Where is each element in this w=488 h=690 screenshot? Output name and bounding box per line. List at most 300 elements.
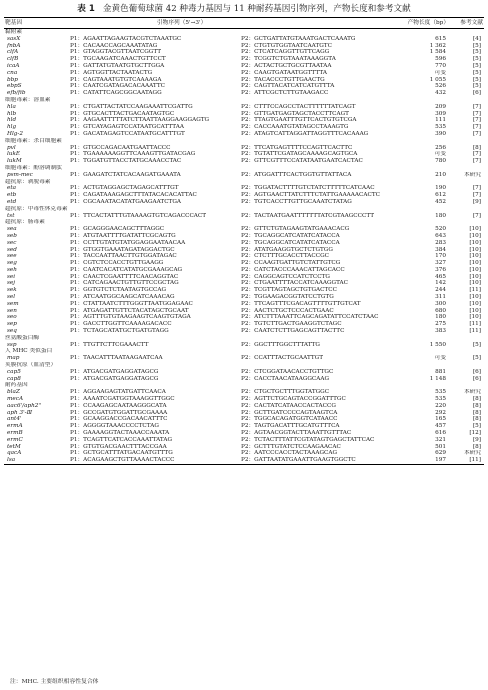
primer-p2: P2：CTCTTTGCACCTTACCGC — [241, 253, 330, 260]
product-length: 220 — [435, 402, 447, 409]
primer-p1: P1：GCAAGGACCGACAACATTTC — [70, 416, 168, 423]
gene-name: ermA — [7, 423, 23, 430]
primer-p1: P1：GCTGCATTTATGACAATGTTTG — [70, 450, 173, 457]
product-length: 629 — [435, 450, 447, 457]
reference: [7] — [472, 103, 482, 110]
reference: [5] — [472, 423, 482, 430]
reference: [10] — [469, 232, 482, 239]
primer-p1: P1：TGCAAGATCAAACTGTTCCT — [70, 56, 166, 63]
product-length: 612 — [435, 192, 447, 199]
reference: [5] — [472, 42, 482, 49]
table-row — [4, 151, 484, 158]
gene-name: pvl — [7, 144, 16, 151]
product-length: 275 — [435, 321, 447, 328]
header-reference: 参考文献 — [450, 18, 484, 29]
table-row — [4, 199, 484, 206]
table-row — [4, 233, 484, 240]
category-label: 细胞毒素：酚溶调制肽 — [5, 164, 62, 171]
primer-p1: P1：ATCAATGGCAAGCATCAAACAG — [70, 294, 175, 301]
reference: [7] — [472, 192, 482, 199]
header-primer-sequence: 引物序列（5'→3'） — [69, 18, 404, 29]
table-row — [4, 158, 484, 165]
table-row — [4, 145, 484, 152]
primer-p1: P1：CCAAGAGCAATAAGGGCATA — [70, 402, 167, 409]
gene-name: seo — [7, 314, 17, 321]
category-label: 超抗原：肠毒素 — [5, 219, 45, 226]
reference: [5] — [472, 62, 482, 69]
table-row — [4, 43, 484, 50]
primer-p2: P2：ATGGATTTCACTGGTGTTATTACA — [241, 171, 352, 178]
primer-p2: P2：CTCATCAGGTTGTTCAGG — [241, 49, 330, 56]
reference: [10] — [469, 273, 482, 280]
gene-name: lukM — [7, 158, 22, 165]
product-length: 452 — [435, 198, 447, 205]
product-length: 180 — [435, 212, 447, 219]
primer-p1: P1：AAAATCGATGGTAAAGGTTGGC — [70, 396, 175, 403]
product-length: 535 — [435, 124, 447, 131]
gene-name: cna — [7, 69, 18, 76]
product-length: 376 — [435, 266, 447, 273]
primer-p1: P1：ATGAGATTGTTCTACATAGCTGCAAT — [70, 307, 189, 314]
primer-p2: P2：CTGTGTGGTAATCAATGTC — [241, 42, 332, 49]
reference: [8] — [472, 144, 482, 151]
reference: [5] — [472, 341, 482, 348]
table-row — [4, 36, 484, 43]
primer-p1: P1：CAATCGATAGACACAAATTC — [70, 83, 165, 90]
primer-p2: P2：GTTGATGAGTAGCTACCTTCAGT — [241, 110, 349, 117]
table-row — [4, 396, 484, 403]
reference: [10] — [469, 314, 482, 321]
product-length: 可变 — [434, 69, 447, 76]
primer-p2: P2：TTCAGTTTCGACAGTTTTGTTGTCAT — [241, 300, 361, 307]
primer-p2: P2：TGGCACAGATGGTCATAACC — [241, 416, 338, 423]
primer-p1: P1：GCCGATGTGGATTGCGAAAA — [70, 409, 168, 416]
reference: [8] — [472, 416, 482, 423]
product-length: 457 — [435, 423, 447, 430]
primer-p2: P2：TACTAATGAATTTTTTTATCGTAAGCCCTT — [241, 212, 375, 219]
primer-p2: P2：GCTTGATCCCCAGTAAGTCA — [241, 409, 338, 416]
primer-p2: P2：AATCCCACCTACTAAAGCAG — [241, 450, 337, 457]
product-length: 616 — [435, 430, 447, 437]
reference: [7] — [472, 130, 482, 137]
gene-name: etb — [7, 192, 17, 199]
product-length: 520 — [435, 226, 447, 233]
product-length: 1 550 — [429, 341, 447, 348]
reference: [8] — [472, 443, 482, 450]
gene-name: ermB — [7, 430, 23, 437]
reference: [11] — [450, 457, 484, 464]
table-row — [4, 77, 484, 84]
table-row — [4, 111, 484, 118]
table-row — [4, 416, 484, 423]
reference: [11] — [469, 287, 482, 294]
reference: [4] — [472, 35, 482, 42]
product-length: 881 — [435, 368, 447, 375]
product-length: 311 — [435, 294, 447, 301]
reference: [6] — [472, 368, 482, 375]
primer-p2: P2：TGGAAGACGGTATCCTGTG — [241, 294, 334, 301]
table-body — [4, 29, 484, 465]
primer-p2: P2：ATATGAAGGTGCTCTGTGG — [241, 246, 333, 253]
primer-p2: P2：GCTGATTATGTAAATGACTCAAATG — [241, 35, 356, 42]
primer-p1: P1：CAGTAAATGTGTCAAAAGA — [70, 76, 162, 83]
gene-name: ssp — [7, 341, 17, 348]
reference: [7] — [472, 151, 482, 158]
primer-p1: P1：CTGATTACTATCCAAGAAATTCGATTG — [70, 103, 193, 110]
primer-p2: P2：CATCTACCCAAACATTAGCACC — [241, 266, 345, 273]
product-length: 390 — [435, 130, 447, 137]
primer-p1: P1：GATTATGTAATGTGCTTGGA — [70, 62, 165, 69]
primer-table — [4, 17, 484, 465]
reference: [5] — [472, 83, 482, 90]
reference: [5] — [472, 76, 482, 83]
table-row — [4, 457, 484, 464]
primer-p1: P1：AGAATTAGAAGTACGTCTAAATGC — [70, 35, 182, 42]
product-length: 526 — [435, 83, 447, 90]
header-product-length: 产物长度（bp） — [404, 18, 450, 29]
primer-p1: P1：CAATCACATCATATGCGAAAGCAG — [70, 266, 183, 273]
primer-p2: P2：ATCTTTAAATTCAGCAGATATTCCATCTAAC — [241, 314, 379, 321]
table-row — [4, 437, 484, 444]
reference: [9] — [472, 198, 482, 205]
product-length: 770 — [435, 62, 447, 69]
primer-p1: P1：CATATTCAGCGGCAATAGG — [70, 90, 162, 97]
table-row — [4, 172, 484, 179]
product-length: 321 — [435, 436, 447, 443]
reference: 本研究 — [463, 450, 482, 457]
primer-p2: P2：ATTCGCTCTTGTAAGACC — [241, 90, 329, 97]
reference: [10] — [469, 246, 482, 253]
reference: [10] — [469, 300, 482, 307]
table-row — [4, 328, 484, 335]
primer-p2: P2：AACTCTGCTCCCACTGAAC — [241, 307, 334, 314]
reference: [10] — [469, 266, 482, 273]
gene-name: hla — [7, 103, 16, 110]
product-length: 1 584 — [429, 49, 447, 56]
primer-p2: P2：TCGTTAGTAGCTGTGACTCC — [241, 287, 337, 294]
reference: [5] — [472, 49, 482, 56]
reference: [7] — [472, 124, 482, 131]
table-row — [4, 389, 484, 396]
product-length: 309 — [435, 110, 447, 117]
gene-name: ermC — [7, 436, 23, 443]
product-length: 292 — [435, 409, 447, 416]
reference: [7] — [472, 212, 482, 219]
reference: [10] — [469, 260, 482, 267]
table-row — [4, 226, 484, 233]
table-row — [4, 185, 484, 192]
primer-p1: P1：CCTTGTATGTATGGAGGAATAACAA — [70, 239, 186, 246]
gene-name: tetM — [7, 443, 21, 450]
product-length: 180 — [435, 314, 447, 321]
gene-name: efb/fib — [7, 90, 26, 97]
gene-name: bbp — [7, 76, 18, 83]
gene-name: cap8 — [7, 375, 21, 382]
primer-p2: P2：TGGATACTTTTGTCTATCTTTTTCATCAAC — [241, 185, 375, 192]
product-length: 1 055 — [429, 76, 447, 83]
primer-p2: P2：TACACCCTGTTGAACTG — [241, 76, 325, 83]
header-target-gene: 靶基因 — [4, 18, 69, 29]
primer-p2: P2：TGCAGGCATCATATCATACCA — [241, 232, 340, 239]
primer-p1: P1：ATGTAATTTTGATATTCGCAGTG — [70, 232, 176, 239]
reference: [7] — [472, 117, 482, 124]
primer-p1: P1：TACCAATTAACTTGTGGATAGAC — [70, 253, 177, 260]
category-label: 超抗原：中毒性休克毒素 — [5, 205, 68, 212]
table-row — [4, 117, 484, 124]
gene-name: sek — [7, 287, 17, 294]
table-row — [4, 314, 484, 321]
table-row — [4, 124, 484, 131]
primer-p1: P1：GCAGGGAACAGCTTTAGGC — [70, 226, 165, 233]
primer-p2: P2：CACCAAATGTATAGCCTAAAGTG — [241, 124, 349, 131]
primer-p1: P1：TTGTTCTTCGAAACTT — [70, 341, 149, 348]
primer-p2: P2：ATAGTCATTAGGATTAGGTTTCACAAAG — [241, 130, 369, 137]
product-length: 210 — [435, 171, 447, 178]
gene-name: mecA — [7, 396, 24, 403]
reference: 本研究 — [463, 171, 482, 178]
primer-p1: P1：GACCTTGGTTCAAAAGACACC — [70, 321, 172, 328]
gene-name: sed — [7, 246, 17, 253]
primer-p2: P2：AGTTCTGCAGTACCGGATTTGC — [241, 396, 346, 403]
table-category-row — [4, 29, 484, 36]
gene-name: seq — [7, 328, 17, 335]
gene-name: eta — [7, 185, 17, 192]
product-length: 501 — [435, 443, 447, 450]
primer-p2: P2：CTTTCCAGCCTACTTTTTTATCAGT — [241, 103, 356, 110]
table-category-row — [4, 335, 484, 342]
table-row — [4, 213, 484, 220]
primer-p2: P2：AGTGAACTTATCTTTCTATTGAAAAACACTC — [241, 192, 380, 199]
reference: [6] — [472, 375, 482, 382]
reference: [6] — [472, 90, 482, 97]
table-category-row — [4, 362, 484, 369]
product-length: 535 — [435, 389, 447, 396]
table-row — [4, 63, 484, 70]
category-label: 细胞毒素：杀白细胞素 — [5, 137, 62, 144]
primer-p2: P2：GTTCTGTAGAAGTATGAAACACG — [241, 226, 350, 233]
gene-name: seh — [7, 266, 17, 273]
table-footnote: 注：MHC. 主要组织相容性复合体 — [10, 679, 99, 685]
product-length: 680 — [435, 307, 447, 314]
table-row — [4, 444, 484, 451]
product-length: 244 — [435, 287, 447, 294]
primer-p2: P2：TGTCTTGACTGAAGGTCTAGC — [241, 321, 342, 328]
reference: [9] — [472, 436, 482, 443]
table-row — [4, 274, 484, 281]
table-row — [4, 308, 484, 315]
table-row — [4, 287, 484, 294]
table-row — [4, 280, 484, 287]
primer-p1: P1：TTCACTATTTGTAAAAGTGTCAGACCCACT — [70, 212, 207, 219]
reference: [12] — [469, 430, 482, 437]
gene-name: aac6'/aph2'' — [7, 402, 42, 409]
table-row — [4, 260, 484, 267]
table-row — [4, 70, 484, 77]
gene-name: lukE — [7, 151, 21, 158]
table-category-row — [4, 348, 484, 355]
table-category-row — [4, 97, 484, 104]
primer-p1: P1：TCAGTTCATCACCAAATTATAG — [70, 436, 173, 443]
table-row — [4, 423, 484, 430]
primer-p1: P1：CAACTCGAATTTTCAACAGGTAC — [70, 273, 179, 280]
primer-p1: P1：GTGGTGAAATAGATAGGACTGC — [70, 246, 175, 253]
product-length: 465 — [435, 273, 447, 280]
table-category-row — [4, 206, 484, 213]
gene-name: sei — [7, 273, 16, 280]
reference: [5] — [472, 56, 482, 63]
reference: [10] — [469, 307, 482, 314]
table-row — [4, 301, 484, 308]
table-row — [4, 49, 484, 56]
product-length: 165 — [435, 416, 447, 423]
table-row — [4, 253, 484, 260]
gene-name: sej — [7, 280, 16, 287]
gene-name: hld — [7, 117, 17, 124]
table-category-row — [4, 138, 484, 145]
table-category-row — [4, 219, 484, 226]
primer-p2: P2：CAGGCAGTCCATCTCCTG — [241, 273, 330, 280]
primer-p2: P2：CCATTTACTGCAATTGT — [241, 355, 323, 362]
primer-p1: P1：AAGAATTTTTATCTTAATTAAGGAAGGAGTG — [70, 117, 210, 124]
gene-name: etd — [7, 198, 17, 205]
gene-name: clfA — [7, 49, 19, 56]
product-length: 780 — [435, 158, 447, 165]
table-row — [4, 83, 484, 90]
product-length: 142 — [435, 280, 447, 287]
primer-p2: P2：TGTCACCTTGTTGCAAATCTATAG — [241, 198, 352, 205]
table-row — [4, 355, 484, 362]
primer-p1: P1：ACTGTAGGAGCTAGAGCATTTGT — [70, 185, 179, 192]
reference: [7] — [472, 110, 482, 117]
primer-p1: P1：CGCAAATACATATGAAGAATCTGA — [70, 198, 181, 205]
primer-p1: P1：AGGAAGAGTATGATTCAACA — [70, 389, 166, 396]
gene-name: icaA — [7, 62, 20, 69]
reference: [5] — [472, 355, 482, 362]
reference: [11] — [469, 321, 482, 328]
gene-name: sem — [7, 300, 19, 307]
table-category-row — [4, 179, 484, 186]
primer-p2: P2：GTTCGTTTCCATATAATGAATCACTAC — [241, 158, 363, 165]
primer-p2: P2：TTCATGAGTTTTCCAGTTCACTTC — [241, 144, 353, 151]
gene-name: seb — [7, 232, 17, 239]
reference: [10] — [469, 239, 482, 246]
category-label: 黏附素 — [5, 29, 23, 35]
primer-p2: P2：CCAAGTGATTGTCTATTGTCG — [241, 260, 341, 267]
product-length: 383 — [435, 328, 447, 335]
product-length: 111 — [435, 117, 447, 124]
primer-p2: P2：CAAGTGATAATGGTTTTA — [241, 69, 327, 76]
primer-p2: P2：CTGAATTTTACCATCAAAGGTAC — [241, 280, 349, 287]
table-category-row — [4, 165, 484, 172]
primer-p2: P2：AGTAACGGTACTTAAATTGTTTAC — [241, 430, 352, 437]
gene-name: lsa — [4, 457, 69, 464]
table-row — [4, 342, 484, 349]
reference: [11] — [469, 328, 482, 335]
primer-p1: P1：GTCAYAGAGTCCATAATGCATTTAA — [70, 124, 184, 131]
primer-p2: P2：GATTAATATGAAATTGAAGTGGCTC — [240, 457, 404, 464]
table-row — [4, 376, 484, 383]
product-length: 615 — [435, 35, 447, 42]
primer-p1: P1：GTGCACTTACTGACAATAGTGC — [70, 110, 175, 117]
primer-p1: P1：TGAAAAAAGGTTCAAAGTTGATACGAG — [70, 151, 196, 158]
product-length: 327 — [435, 260, 447, 267]
product-length: 190 — [435, 185, 447, 192]
reference: [7] — [472, 185, 482, 192]
primer-p1: P1：ATGACGATGAGGATAGCG — [70, 368, 159, 375]
gene-name: ant4' — [7, 416, 22, 423]
gene-name: sasX — [7, 35, 21, 42]
primer-p2: P2：TTAGTGAATTTGTTCACTGTGTCGA — [241, 117, 357, 124]
primer-p1: P1：GACATAGAGTCCATAATGCATTTGT — [70, 130, 185, 137]
product-length: 596 — [435, 56, 447, 63]
category-label: 细胞毒素：溶血素 — [5, 96, 51, 103]
product-length: 283 — [435, 239, 447, 246]
product-length: 643 — [435, 232, 447, 239]
table-title: 金黄色葡萄球菌 42 种毒力基因与 11 种耐药基因引物序列，产物长度和参考文献 — [102, 4, 411, 14]
table-row — [4, 410, 484, 417]
gene-name: qacA — [7, 450, 22, 457]
primer-p2: P2：GGCTTTGGCTTTATTG — [241, 341, 320, 348]
primer-p1: P1：AGTGGTTACTAATACTG — [70, 69, 153, 76]
gene-name: sep — [7, 321, 17, 328]
table-row — [4, 247, 484, 254]
primer-p1: P1：TCTAGCATATGCTGATGTAGG — [70, 328, 169, 335]
gene-name: clfB — [7, 56, 19, 63]
primer-p2: P2：CAATCTCTTGAGCAGTTACTTC — [241, 328, 345, 335]
table-row — [4, 403, 484, 410]
product-length: 可变 — [434, 151, 447, 158]
primer-p1: P1：GAAAAGGTACTAAACCAAATA — [70, 430, 170, 437]
primer-p1: P1：ATGACGATGAGGATAGCG — [70, 375, 159, 382]
category-label: 人 MHC 类似蛋白 — [5, 348, 53, 355]
reference: 本研究 — [463, 389, 482, 396]
gene-name: hlg — [7, 124, 17, 131]
table-number: 表 1 — [77, 4, 95, 14]
gene-name: sel — [7, 294, 16, 301]
product-length: 170 — [435, 253, 447, 260]
primer-p1: P1：CATCAGAACTGTTGTTCCGCTAG — [70, 280, 179, 287]
gene-name: see — [7, 253, 17, 260]
product-length: 432 — [435, 90, 447, 97]
table-row — [4, 240, 484, 247]
gene-name: cap5 — [7, 368, 21, 375]
product-length: 1 148 — [429, 375, 447, 382]
primer-p1: P1：AGGGGTAAACCCCTCTAG — [70, 423, 159, 430]
primer-p1: P1：GTAGGTACGTTAATCGGTT — [70, 49, 162, 56]
reference: [10] — [469, 253, 482, 260]
gene-name: aph 3'-Ⅲ — [7, 409, 33, 416]
table-header-row — [4, 18, 484, 29]
gene-name: seg — [7, 260, 17, 267]
primer-p1: P1：ACAGAAGCTGTTAAAACTACCC — [69, 457, 240, 464]
gene-name: sec — [7, 239, 17, 246]
table-row — [4, 104, 484, 111]
gene-name: sen — [7, 307, 17, 314]
gene-name: hlb — [7, 110, 17, 117]
primer-p1: P1：GTGCCAGACAATGAATTACCC — [70, 144, 171, 151]
category-label: 荚膜抗原（血清型） — [5, 362, 57, 369]
table-row — [4, 90, 484, 97]
gene-name: fnbA — [7, 42, 21, 49]
reference: [8] — [472, 396, 482, 403]
table-row — [4, 369, 484, 376]
primer-p2: P2：GCTTTGTATCTCCAAGAACAC — [241, 443, 341, 450]
product-length: 可变 — [434, 355, 447, 362]
product-length: 1 362 — [429, 42, 447, 49]
primer-p1: P1：GTGTGACGAACTTTACCGAA — [70, 443, 167, 450]
primer-p1: P1：TGGATGTTACCTATGCAAACCTAC — [70, 158, 182, 165]
primer-p1: P1：CTATTAATCTTTGGGTTAATGGAGAAC — [70, 300, 193, 307]
